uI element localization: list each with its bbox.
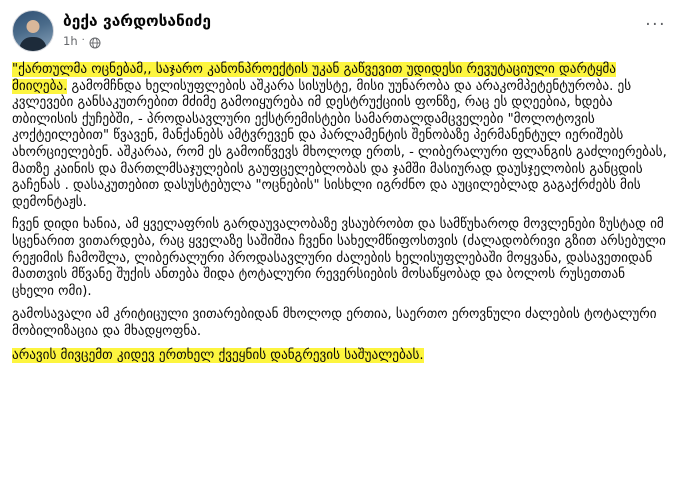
- post-meta: [63, 33, 211, 49]
- post-options-menu-icon[interactable]: ···: [645, 15, 666, 35]
- avatar-body: [20, 37, 47, 52]
- post-author-name[interactable]: ბექა ვარდოსანიძე: [63, 12, 211, 30]
- post-header: [12, 10, 668, 58]
- post-paragraph-2: [12, 217, 668, 300]
- post-paragraph-3-text: გამოსავალი ამ კრიტიცული ვითარებიდან მხოლოდ ერთია, საერთო ეროვნული ძალების ტოტალური მობილიზაცია და მხადყოფნა.: [12, 307, 657, 339]
- globe-icon: [89, 37, 101, 49]
- post-body: [12, 62, 668, 364]
- post-paragraph-4-highlight: არავის მივცემთ კიდევ ერთხელ ქვეყნის დანგრევის საშუალებას.: [12, 347, 424, 363]
- post-paragraph-2-text: ჩვენ დიდი ხანია, ამ ყველაფრის გარდაუვალობაზე ვსაუბრობთ და სამწუხაროდ მოვლენები ზუსტად იმ სცენარით ვითარდება, რაც ყველაზე საშიშია ჩვენი სახელმწიფოსთვის (ძალადობრივი გზით არსებული რეჟიმის ჩამოშლა, ლიბერალური პროდასავლური ძალების ხელისუფლებაში მოყვანა, დასავეთიდან მათთვის მწვანე შუქის ანთება შიდა ტოტალური რევერსიების მოსაწყობად და ბოლოს რუსეთთან ცხელი ომი).: [12, 217, 666, 299]
- post-paragraph-4: [12, 348, 668, 365]
- post-paragraph-3: [12, 307, 668, 340]
- post-paragraph-1: [12, 62, 668, 211]
- avatar[interactable]: [12, 10, 54, 52]
- meta-separator: ·: [81, 35, 85, 46]
- post-header-text: [63, 10, 211, 49]
- post-paragraph-1-highlight: "ქართულმა ოცნებამ,, საჯარო კანონპროექტის უკან გაწვევით უდიდესი რევუტაციული დარტყმა მიიღება.: [12, 62, 616, 94]
- post-timestamp[interactable]: 1h: [63, 34, 78, 48]
- avatar-face: [27, 20, 40, 33]
- post-paragraph-1-rest: გამომჩნდა ხელისუფლების აშკარა სისუსტე, მისი უუნარობა და არაკომპეტენტურობა. ეს კვლევები განსაკუთრებით მძიმე გამოიყურება იმ დესტრუქციის ფონზე, რაც ეს დღეებია, ხდება თბილისის ქუჩებში, - პროდასავლური ექსტრემისტები სამართალდამცველები "მოლოტოვის კოქტეილებით" წვავენ, მანქანებს ამტვრევენ და პარლამენტის შენობაზე პერმანენტულ იერიშებს ახორციელებენ. აშკარაა, რომ ეს გამოიწვევს მხოლოდ ერთს, - ლიბერალური ფლანგის გაძლიერებას, მათზე კაინის და მართლმსაჯულების გაუფცელებლობას და ჯამში მასიურად დაუსჯელობის განცდის გაჩენას . დასაკუთებით დასუსტებულა "ოცნების" სისხლი იგრძნო და აუცილებლად გაგაქრძებს მის დემონტაჟს.: [12, 78, 667, 210]
